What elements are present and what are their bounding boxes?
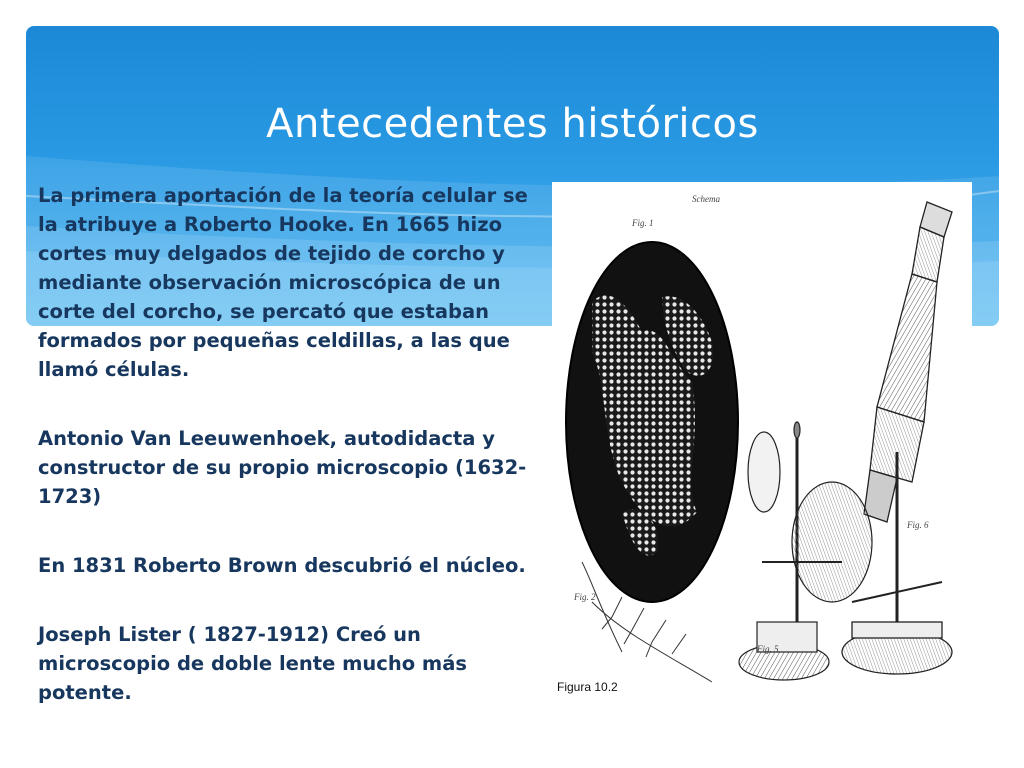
fig5-label: Fig. 5 [757, 644, 779, 654]
page-title: Antecedentes históricos [266, 100, 759, 147]
microscope-drawing [842, 202, 952, 674]
engraving-image [552, 182, 972, 702]
paragraph-brown: En 1831 Roberto Brown descubrió el núcleo. [38, 554, 526, 577]
paragraph-lister: Joseph Lister ( 1827-1912) Creó un microscopio de doble lente mucho más potente. [38, 623, 467, 704]
figure-top-label: Schema [692, 194, 720, 204]
hooke-microscope-illustration [552, 182, 972, 702]
paragraph-leeuwenhoek: Antonio Van Leeuwenhoek, autodidacta y constructor de su propio microscopio (1632-1723) [38, 427, 527, 508]
fig6-label: Fig. 6 [907, 520, 929, 530]
body-text [38, 181, 530, 747]
figure-caption: Figura 10.2 [557, 680, 618, 694]
fig2-label: Fig. 2 [574, 592, 596, 602]
cork-cells-drawing [566, 242, 738, 602]
fig1-label: Fig. 1 [632, 218, 654, 228]
paragraph-hooke: La primera aportación de la teoría celular se la atribuye a Roberto Hooke. En 1665 hizo cortes muy delgados de tejido de corcho y mediante observación microscópica de un corte del corcho, se percató que estaban formados por pequeñas celdillas, a las que llamó células. [38, 184, 528, 381]
